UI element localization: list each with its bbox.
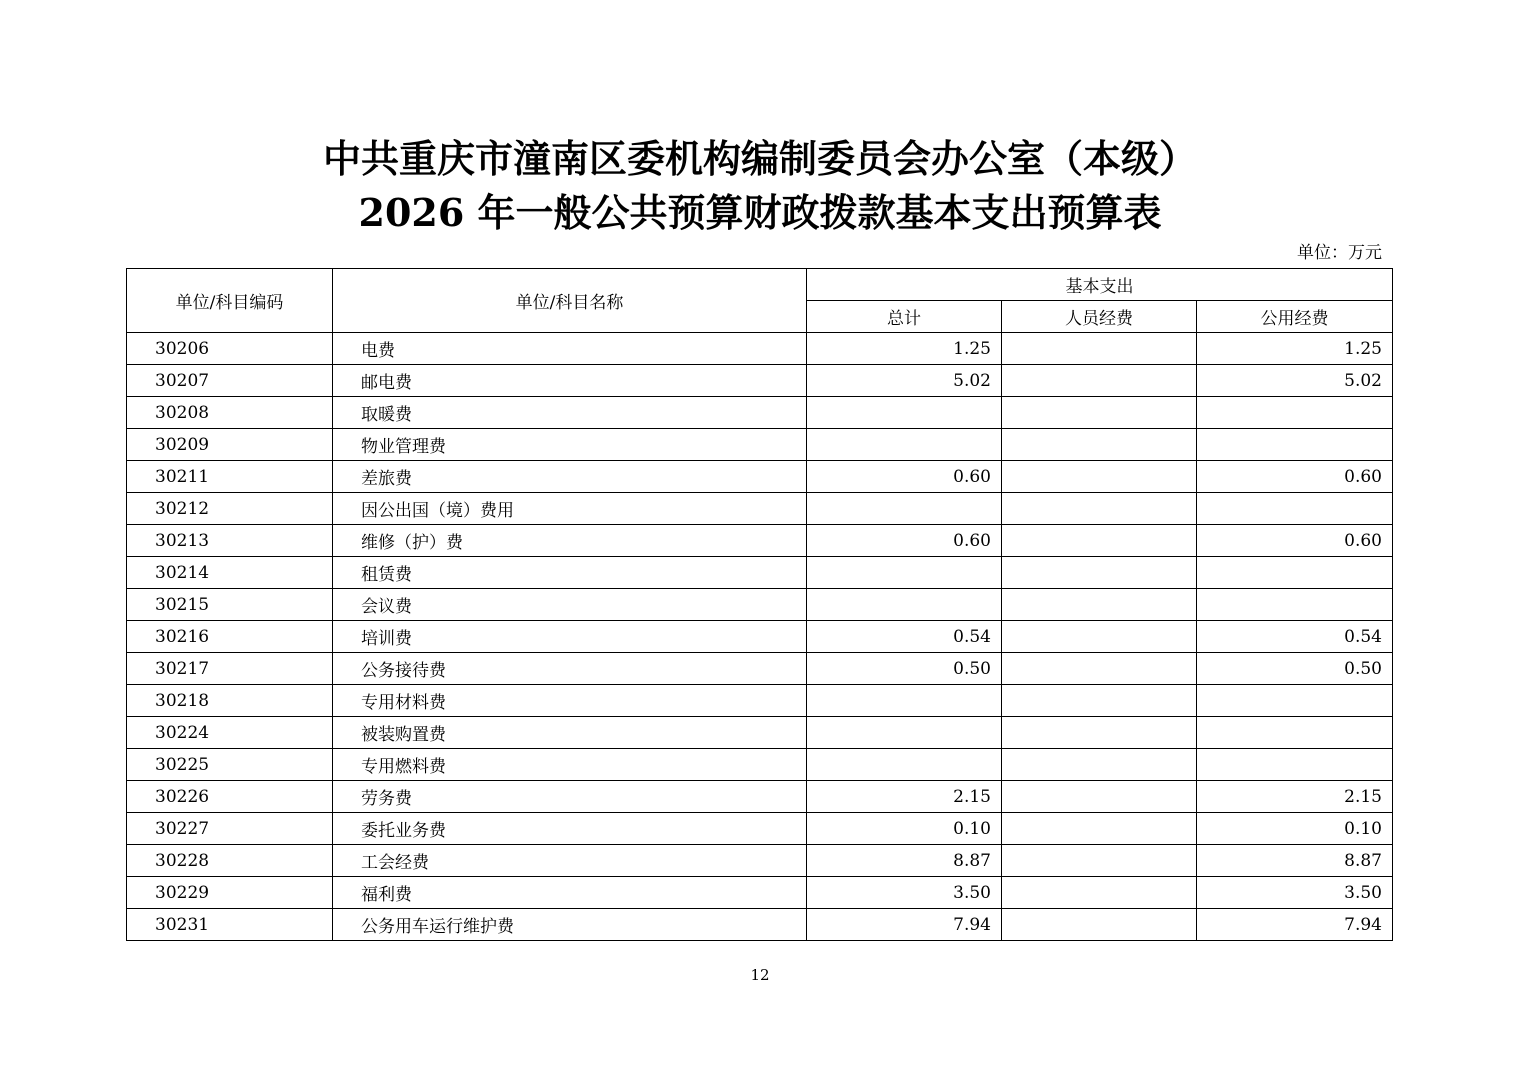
cell-personnel [1002, 877, 1197, 909]
table-row [127, 845, 1393, 877]
cell-personnel [1002, 813, 1197, 845]
cell-total: 0.50 [807, 653, 1002, 685]
cell-public [1197, 749, 1393, 781]
cell-code: 30218 [127, 685, 333, 717]
table-row [127, 493, 1393, 525]
cell-total [807, 717, 1002, 749]
cell-code: 30217 [127, 653, 333, 685]
cell-name: 委托业务费 [333, 813, 807, 845]
header-public: 公用经费 [1197, 301, 1393, 333]
cell-total [807, 429, 1002, 461]
cell-public: 2.15 [1197, 781, 1393, 813]
page-number: 12 [750, 966, 770, 984]
cell-public: 3.50 [1197, 877, 1393, 909]
cell-personnel [1002, 781, 1197, 813]
cell-personnel [1002, 461, 1197, 493]
budget-table [126, 268, 1393, 941]
cell-personnel [1002, 365, 1197, 397]
cell-personnel [1002, 749, 1197, 781]
table-row [127, 461, 1393, 493]
cell-personnel [1002, 589, 1197, 621]
cell-code: 30227 [127, 813, 333, 845]
cell-total [807, 557, 1002, 589]
cell-public: 7.94 [1197, 909, 1393, 941]
cell-public: 0.10 [1197, 813, 1393, 845]
cell-personnel [1002, 525, 1197, 557]
cell-total [807, 589, 1002, 621]
cell-personnel [1002, 557, 1197, 589]
table-row [127, 557, 1393, 589]
cell-name: 专用材料费 [333, 685, 807, 717]
cell-total: 2.15 [807, 781, 1002, 813]
cell-name: 租赁费 [333, 557, 807, 589]
cell-name: 培训费 [333, 621, 807, 653]
cell-personnel [1002, 333, 1197, 365]
header-total: 总计 [807, 301, 1002, 333]
cell-public [1197, 429, 1393, 461]
cell-code: 30213 [127, 525, 333, 557]
cell-code: 30224 [127, 717, 333, 749]
cell-personnel [1002, 621, 1197, 653]
cell-total: 0.60 [807, 461, 1002, 493]
cell-name: 物业管理费 [333, 429, 807, 461]
cell-total: 1.25 [807, 333, 1002, 365]
cell-name: 福利费 [333, 877, 807, 909]
cell-code: 30228 [127, 845, 333, 877]
table-row [127, 749, 1393, 781]
cell-name: 邮电费 [333, 365, 807, 397]
table-row [127, 365, 1393, 397]
cell-name: 维修（护）费 [333, 525, 807, 557]
cell-name: 工会经费 [333, 845, 807, 877]
cell-public: 5.02 [1197, 365, 1393, 397]
cell-public: 1.25 [1197, 333, 1393, 365]
cell-code: 30208 [127, 397, 333, 429]
cell-name: 电费 [333, 333, 807, 365]
cell-code: 30231 [127, 909, 333, 941]
cell-code: 30214 [127, 557, 333, 589]
cell-code: 30225 [127, 749, 333, 781]
table-row [127, 877, 1393, 909]
cell-public: 0.54 [1197, 621, 1393, 653]
cell-personnel [1002, 493, 1197, 525]
cell-personnel [1002, 685, 1197, 717]
table-row [127, 717, 1393, 749]
cell-personnel [1002, 909, 1197, 941]
cell-name: 公务用车运行维护费 [333, 909, 807, 941]
cell-public [1197, 717, 1393, 749]
header-name: 单位/科目名称 [333, 269, 807, 333]
table-row [127, 685, 1393, 717]
table-body [127, 333, 1393, 941]
cell-code: 30209 [127, 429, 333, 461]
cell-public [1197, 557, 1393, 589]
cell-total: 7.94 [807, 909, 1002, 941]
cell-name: 会议费 [333, 589, 807, 621]
header-basic-expenditure: 基本支出 [807, 269, 1393, 301]
header-code: 单位/科目编码 [127, 269, 333, 333]
cell-public [1197, 685, 1393, 717]
cell-personnel [1002, 717, 1197, 749]
unit-label: 单位：万元 [1297, 243, 1382, 263]
cell-public: 0.50 [1197, 653, 1393, 685]
cell-total [807, 397, 1002, 429]
cell-code: 30206 [127, 333, 333, 365]
cell-total: 5.02 [807, 365, 1002, 397]
cell-code: 30215 [127, 589, 333, 621]
cell-name: 公务接待费 [333, 653, 807, 685]
cell-public: 0.60 [1197, 525, 1393, 557]
cell-public [1197, 589, 1393, 621]
cell-code: 30211 [127, 461, 333, 493]
cell-total: 0.60 [807, 525, 1002, 557]
table-row [127, 653, 1393, 685]
cell-public [1197, 397, 1393, 429]
title-line-1: 中共重庆市潼南区委机构编制委员会办公室（本级） [322, 136, 1197, 181]
table-row [127, 781, 1393, 813]
cell-public [1197, 493, 1393, 525]
cell-name: 取暖费 [333, 397, 807, 429]
table-row [127, 589, 1393, 621]
table-row [127, 909, 1393, 941]
table-row [127, 813, 1393, 845]
table-row [127, 397, 1393, 429]
cell-public: 0.60 [1197, 461, 1393, 493]
title-line-2: 2026 年一般公共预算财政拨款基本支出预算表 [358, 190, 1162, 235]
cell-personnel [1002, 845, 1197, 877]
cell-name: 因公出国（境）费用 [333, 493, 807, 525]
header-personnel: 人员经费 [1002, 301, 1197, 333]
table-row [127, 621, 1393, 653]
table-row [127, 429, 1393, 461]
cell-total [807, 749, 1002, 781]
cell-name: 劳务费 [333, 781, 807, 813]
cell-code: 30216 [127, 621, 333, 653]
cell-code: 30226 [127, 781, 333, 813]
cell-total [807, 685, 1002, 717]
cell-personnel [1002, 429, 1197, 461]
cell-code: 30229 [127, 877, 333, 909]
cell-personnel [1002, 397, 1197, 429]
cell-total: 3.50 [807, 877, 1002, 909]
cell-personnel [1002, 653, 1197, 685]
cell-name: 被装购置费 [333, 717, 807, 749]
table-row [127, 525, 1393, 557]
cell-code: 30207 [127, 365, 333, 397]
cell-total [807, 493, 1002, 525]
cell-code: 30212 [127, 493, 333, 525]
table-row [127, 333, 1393, 365]
cell-name: 专用燃料费 [333, 749, 807, 781]
cell-total: 8.87 [807, 845, 1002, 877]
cell-total: 0.54 [807, 621, 1002, 653]
cell-public: 8.87 [1197, 845, 1393, 877]
cell-total: 0.10 [807, 813, 1002, 845]
cell-name: 差旅费 [333, 461, 807, 493]
